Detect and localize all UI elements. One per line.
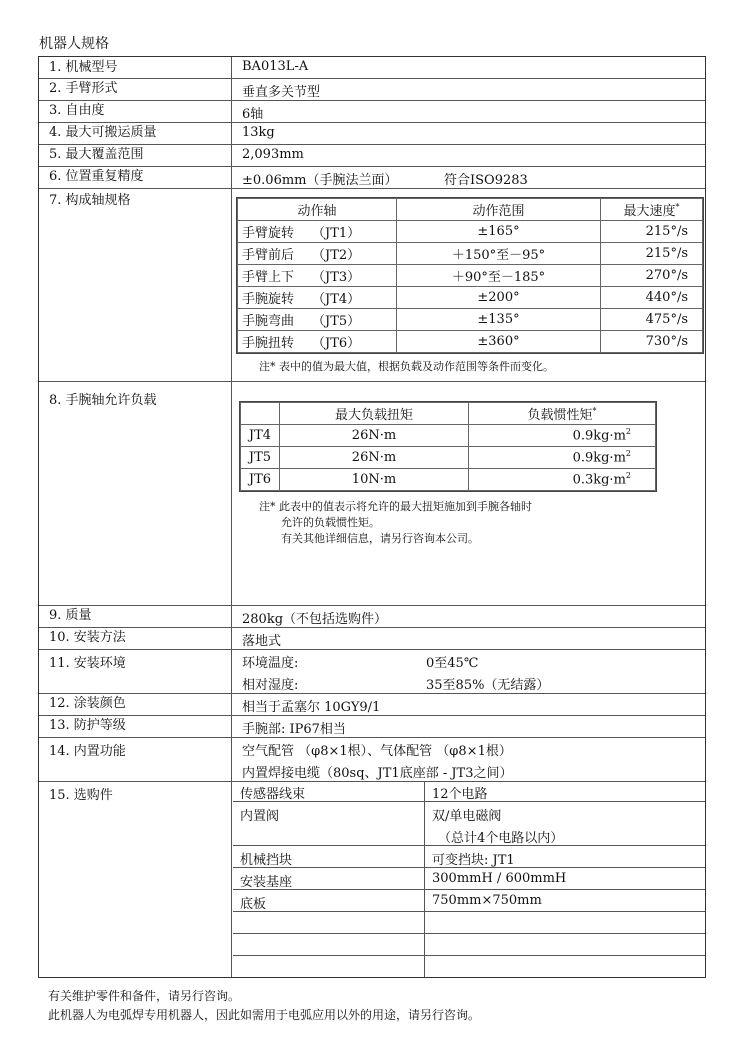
- row-value: 2,093mm: [242, 147, 304, 162]
- option-value: 双/单电磁阀: [432, 809, 502, 824]
- row-label: 12. 涂装颜色: [39, 693, 232, 715]
- row-value-cable: 内置焊接电缆（80sq、JT1底座部 - JT3之间）: [242, 766, 513, 781]
- axis-name: 手腕弯曲 （JT5）: [238, 309, 397, 331]
- option-name: 机械挡块: [240, 853, 293, 868]
- option-row: [233, 781, 705, 802]
- spec-row-repeatability: [39, 166, 705, 189]
- axes-row: [238, 309, 703, 331]
- row-value: BA013L-A: [242, 59, 309, 74]
- spec-row-color: [39, 693, 705, 716]
- axis-range: ＋90°至－185°: [397, 265, 601, 287]
- option-name: 内置阀: [240, 809, 280, 824]
- axes-header-range: 动作范围: [397, 199, 601, 221]
- wrist-table: [239, 401, 657, 492]
- wrist-header-torque: 最大负载扭矩: [280, 403, 469, 425]
- row-label: 10. 安装方法: [39, 627, 232, 649]
- spec-row-wrist-load: [39, 381, 705, 606]
- axis-speed: 730°/s: [601, 331, 703, 353]
- row-value: 相当于孟塞尔 10GY9/1: [242, 700, 381, 715]
- option-row-empty: [233, 934, 705, 956]
- row-value: 6轴: [242, 107, 264, 122]
- spec-row-protection: [39, 715, 705, 738]
- row-label: 1. 机械型号: [39, 57, 232, 78]
- option-value: 750mm×750mm: [432, 893, 542, 908]
- spec-row-builtin: [39, 737, 705, 782]
- option-value: 300mmH / 600mmH: [432, 871, 567, 886]
- options-grid: [233, 781, 705, 977]
- option-row-empty: [233, 912, 705, 934]
- axis-name: 手腕旋转 （JT4）: [238, 287, 397, 309]
- row-label: 7. 构成轴规格: [39, 188, 232, 381]
- row-value-standard: 符合ISO9283: [444, 173, 528, 188]
- axis-speed: 270°/s: [601, 265, 703, 287]
- row-label: 14. 内置功能: [39, 737, 232, 781]
- axes-note: 注* 表中的值为最大值，根据负载及动作范围等条件而变化。: [259, 360, 554, 373]
- row-value: 落地式: [242, 634, 282, 649]
- spec-row-mounting: [39, 627, 705, 650]
- spec-row-options: [39, 781, 705, 977]
- option-row-empty: [233, 956, 705, 977]
- page-title: 机器人规格: [39, 36, 109, 52]
- axis-name: 手臂上下 （JT3）: [238, 265, 397, 287]
- option-row: [233, 890, 705, 912]
- row-label: 4. 最大可搬运质量: [39, 122, 232, 144]
- axis-range: ±360°: [397, 331, 601, 353]
- axis-speed: 475°/s: [601, 309, 703, 331]
- row-value: ±0.06mm（手腕法兰面）: [242, 173, 398, 188]
- wrist-row: [241, 469, 656, 491]
- row-label: 15. 选购件: [39, 781, 232, 977]
- row-label: 11. 安装环境: [39, 649, 232, 693]
- option-value-detail: （总计4个电路以内）: [438, 831, 564, 846]
- wrist-torque: 26N·m: [280, 447, 469, 469]
- option-name: 安装基座: [240, 875, 293, 890]
- row-label: 8. 手腕轴允许负载: [39, 381, 232, 605]
- row-label: 5. 最大覆盖范围: [39, 144, 232, 166]
- option-name: 底板: [240, 897, 267, 912]
- wrist-header-inertia: 负载惯性矩*: [469, 403, 656, 425]
- axis-name: 手腕扭转 （JT6）: [238, 331, 397, 353]
- wrist-inertia: $0.9kg\cdot m^2$: [469, 447, 656, 469]
- spec-row-environment: [39, 649, 705, 694]
- row-value: 空气配管 （φ8×1根）、气体配管 （φ8×1根）: [242, 744, 512, 759]
- wrist-note: 注* 此表中的值表示将允许的最大扭矩施加到手腕各轴时 允许的负载惯性矩。 有关其他详细信息，请另行咨询本公司。: [259, 500, 532, 545]
- wrist-axis: JT6: [241, 469, 280, 491]
- axis-range: ±200°: [397, 287, 601, 309]
- wrist-inertia: $0.3kg\cdot m^2$: [469, 469, 656, 491]
- row-value: 13kg: [242, 125, 275, 140]
- spec-row-reach: [39, 144, 705, 167]
- axis-speed: 215°/s: [601, 243, 703, 265]
- axis-range: ±165°: [397, 221, 601, 243]
- humidity-value: 35至85%（无结露）: [426, 678, 550, 693]
- row-label: 3. 自由度: [39, 100, 232, 122]
- row-value: 手腕部: IP67相当: [242, 722, 346, 737]
- wrist-axis: JT5: [241, 447, 280, 469]
- axis-range: ±135°: [397, 309, 601, 331]
- spec-row-arm-type: [39, 78, 705, 101]
- wrist-row: [241, 447, 656, 469]
- row-value: 280kg（不包括选购件）: [242, 612, 388, 627]
- axes-header-speed: 最大速度*: [601, 199, 703, 221]
- axes-row: [238, 265, 703, 287]
- wrist-inertia: $0.9kg\cdot m^2$: [469, 425, 656, 447]
- spec-row-payload: [39, 122, 705, 145]
- option-row: [233, 802, 705, 846]
- option-row: [233, 868, 705, 890]
- wrist-axis: JT4: [241, 425, 280, 447]
- axis-name: 手臂旋转 （JT1）: [238, 221, 397, 243]
- footer-note-maintenance: 有关维护零件和备件，请另行咨询。: [48, 989, 241, 1003]
- option-value: 12个电路: [432, 787, 488, 802]
- axes-row: [238, 331, 703, 353]
- spec-row-mass: [39, 605, 705, 628]
- axis-speed: 440°/s: [601, 287, 703, 309]
- row-label: 13. 防护等级: [39, 715, 232, 737]
- axes-row: [238, 221, 703, 243]
- option-row: [233, 846, 705, 868]
- axis-speed: 215°/s: [601, 221, 703, 243]
- row-value: 垂直多关节型: [242, 85, 321, 100]
- wrist-row: [241, 425, 656, 447]
- axes-table: [236, 197, 704, 354]
- axes-row: [238, 243, 703, 265]
- temp-value: 0至45℃: [426, 656, 479, 671]
- spec-row-model: [39, 57, 705, 79]
- option-name: 传感器线束: [240, 787, 306, 802]
- wrist-torque: 10N·m: [280, 469, 469, 491]
- wrist-torque: 26N·m: [280, 425, 469, 447]
- spec-row-dof: [39, 100, 705, 123]
- axis-name: 手臂前后 （JT2）: [238, 243, 397, 265]
- option-value: 可变挡块: JT1: [432, 853, 515, 868]
- axis-range: ＋150°至－95°: [397, 243, 601, 265]
- humidity-label: 相对湿度:: [242, 678, 299, 693]
- row-label: 2. 手臂形式: [39, 78, 232, 100]
- spec-table: [38, 56, 706, 978]
- axes-header-axis: 动作轴: [238, 199, 397, 221]
- temp-label: 环境温度:: [242, 656, 299, 671]
- footer-note-usage: 此机器人为电弧焊专用机器人，因此如需用于电弧应用以外的用途，请另行咨询。: [48, 1008, 481, 1022]
- row-label: 6. 位置重复精度: [39, 166, 232, 188]
- axes-row: [238, 287, 703, 309]
- spec-row-axes: [39, 188, 705, 382]
- row-label: 9. 质量: [39, 605, 232, 627]
